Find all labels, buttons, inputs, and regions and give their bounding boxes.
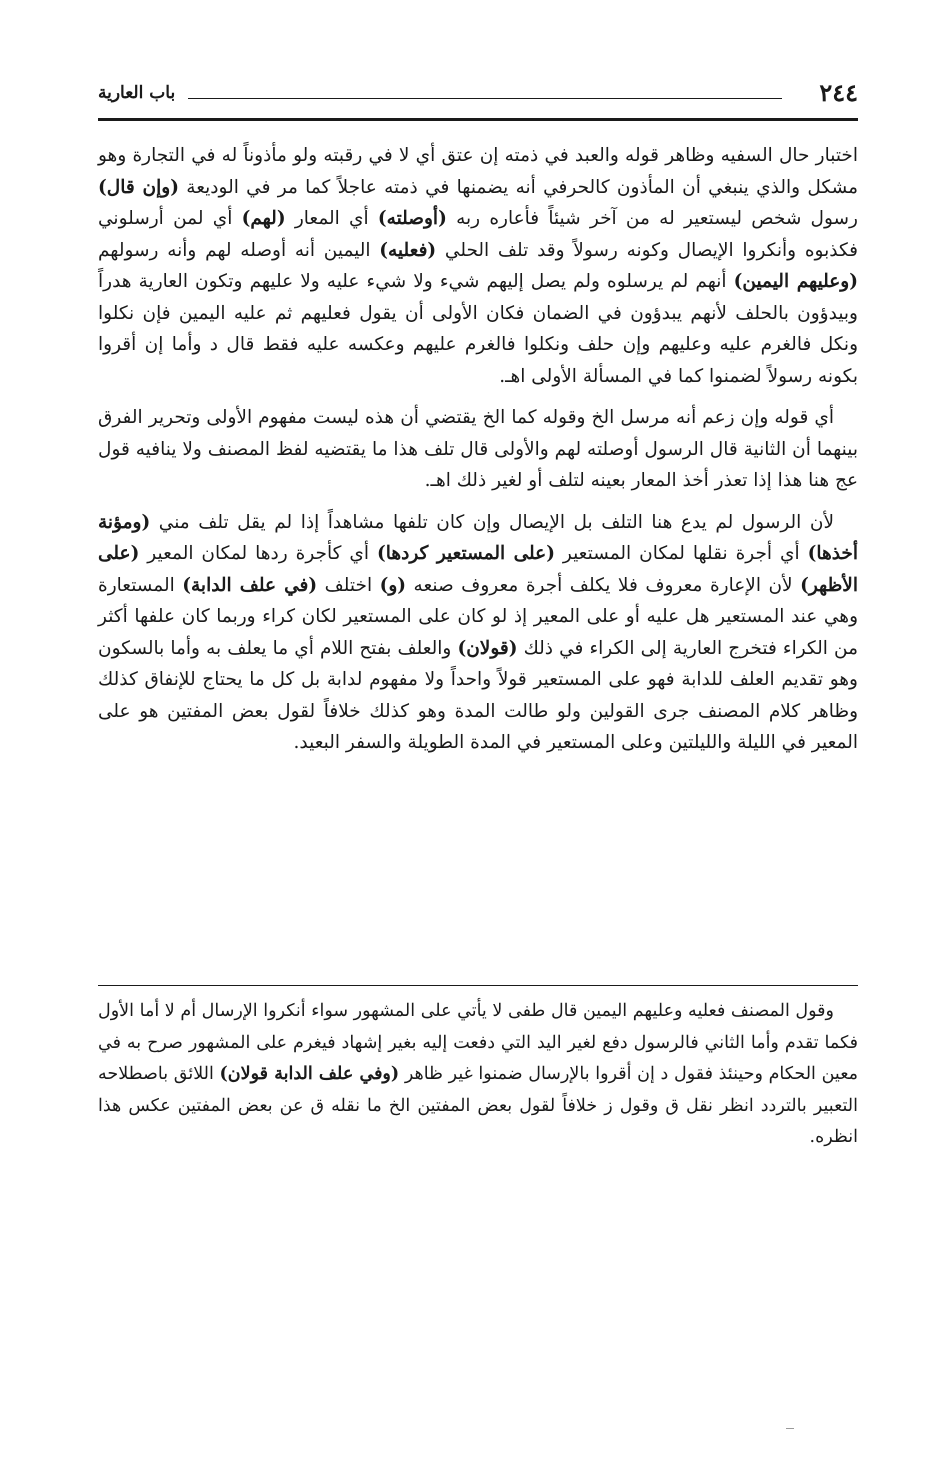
matn-term: (في علف الدابة) [182, 574, 318, 596]
text-run: أي المعار [285, 208, 378, 229]
text-run: أنهم لم يرسلوه ولم يصل إليهم شيء ولا شيء عليه ولا عليهم وتكون العارية هدراً وبيدؤون بالحلف لأنهم يبدؤون في الضمان فكان الأولى أن يقول فعليهم ثم عليه اليمين فإن نكلوا ونكل فالغرم عليه وعليهم وإن حلف ونكلوا فالغرم عليهم وعكسه عليه فقط قال د وأما إن أقروا بكونه رسولاً لضمنوا كما في المسألة الأولى اهـ. [98, 271, 858, 387]
footnote [98, 996, 858, 1154]
text-run: المستعارة وهي عند المستعير هل عليه أو على المعير إذ لو كان على المستعير لكان كراء وربما كان علفها أكثر من الكراء فتخرج العارية إلى الكراء في ذلك [98, 574, 858, 659]
matn-term: (أوصلته) [377, 208, 447, 229]
text-run: أي كأجرة ردها لمكان المعير [139, 543, 377, 564]
text-run: لأن الرسول لم يدع هنا التلف بل الإيصال وإن كان تلفها مشاهداً إذا لم يقل تلف مني [150, 511, 834, 533]
text-run: أي لمن أرسلوني فكذبوه وأنكروا الإيصال وكونه رسولاً وقد تلف الحلي [98, 208, 858, 261]
running-header [98, 78, 858, 108]
footnotes [98, 996, 858, 1154]
text-run: اختبار حال السفيه وظاهر قوله والعبد في ذمته إن عتق أي لا في رقبته ولو مأذوناً له في التجارة وهو مشكل والذي ينبغي أن المأذون كالحرفي أنه يضمنها في ذمته عاجلاً كما مر في الوديعة [98, 145, 858, 198]
matn-term: (وفي علف الدابة قولان) [219, 1064, 400, 1084]
stray-mark [786, 1428, 794, 1429]
paragraph-2 [98, 402, 858, 497]
matn-term: (و) [379, 574, 407, 596]
paragraph-3 [98, 507, 858, 759]
matn-term: (ومؤنة أخذها) [98, 511, 858, 564]
header-rule-thin [188, 98, 782, 99]
text-run: أي قوله وإن زعم أنه مرسل الخ وقوله كما الخ يقتضي أن هذه ليست مفهوم الأولى وتحرير الفرق بينهما أن الثانية قال الرسول أوصلته لهم والأولى قال تلف هذا ما يقتضيه لفظ المصنف ولا ينافيه قول عج هنا هذا إذا تعذر أخذ المعار بعينه لتلف أو لغير ذلك اهـ. [98, 407, 858, 491]
matn-term: (وإن قال) [98, 176, 179, 198]
matn-term: (على الأظهر) [98, 543, 858, 596]
page-number: ٢٤٤ [819, 78, 858, 107]
text-run: والعلف بفتح اللام أي ما يعلف به وأما بالسكون وهو تقديم العلف للدابة فهو على المستعير قولاً واحداً ولا مفهوم لدابة بل كل ما يحتاج للإنفاق كذلك وظاهر كلام المصنف جرى القولين ولو طالت المدة وهو كذلك خلافاً لقول بعض المفتين هو على المعير في الليلة والليلتين وعلى المستعير في المدة الطويلة والسفر البعيد. [98, 637, 858, 753]
matn-term: (على المستعير كردها) [376, 543, 555, 564]
text-run: اليمين أنه أوصله لهم وأنه رسولهم [98, 239, 380, 261]
text-run: اللائق باصطلاحه التعبير بالتردد انظر نقل ق وقول ز خلافاً لقول بعض المفتين الخ ما نقله ق عن بعض المفتين عكس هذا انظره. [98, 1064, 858, 1147]
matn-term: (قولان) [457, 637, 518, 659]
text-run: اختلف [317, 574, 380, 596]
matn-term: (لهم) [241, 208, 286, 229]
footnote-separator [98, 985, 858, 986]
text-run: وقول المصنف فعليه وعليهم اليمين قال طفى لا يأتي على المشهور سواء أنكروا الإرسال أم لا أما الأول فكما تقدم وأما الثاني فالرسول دفع لغير اليد التي دفعت إليه بغير إشهاد فيغرم على المشهور صرح به في معين الحكام وحينئذ فقول د إن أقروا بالإرسال ضمنوا غير ظاهر [98, 1001, 859, 1084]
paragraph-1 [98, 140, 858, 392]
text-run: لأن الإعارة معروف فلا يكلف أجرة معروف صنعه [406, 574, 801, 596]
matn-term: (وعليهم اليمين) [733, 271, 858, 292]
chapter-title: باب العارية [98, 83, 176, 103]
main-text [98, 140, 858, 769]
matn-term: (فعليه) [379, 239, 437, 261]
text-run: أي أجرة نقلها لمكان المستعير [554, 543, 808, 564]
text-run: رسول شخص ليستعير له من آخر شيئاً فأعاره ربه [446, 208, 858, 229]
header-rule-thick [98, 118, 858, 121]
